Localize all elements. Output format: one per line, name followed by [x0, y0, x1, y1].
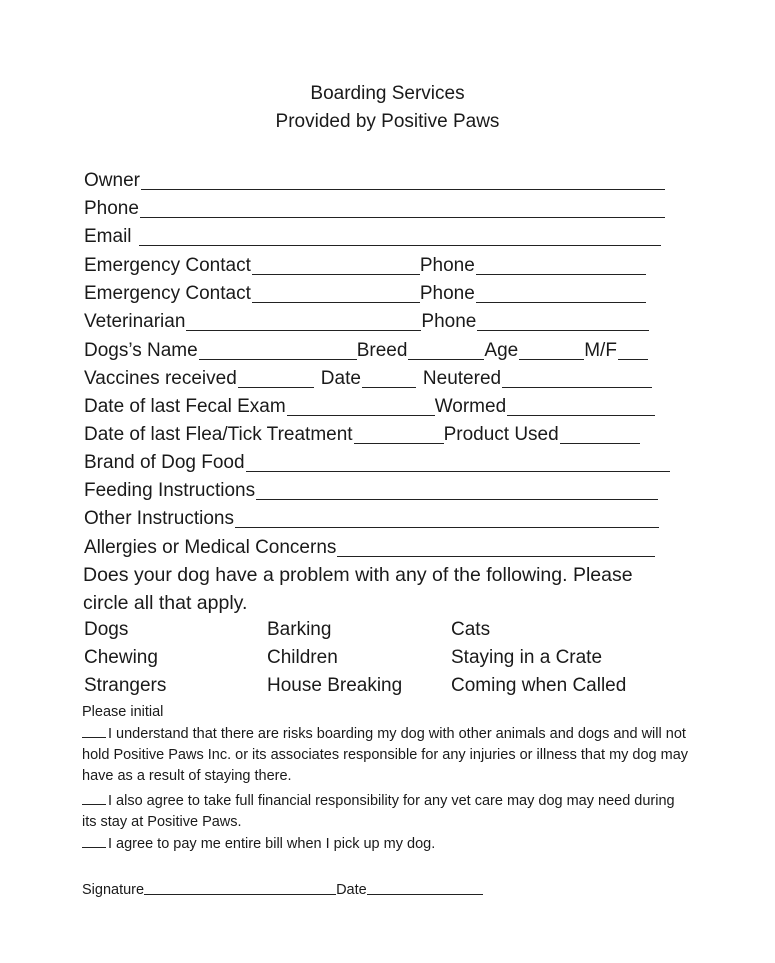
product-used-label: Product Used — [443, 424, 559, 445]
email-label: Email — [84, 226, 132, 247]
vet-phone-label: Phone — [421, 311, 477, 332]
sex-field[interactable] — [618, 341, 648, 360]
allergies-row — [84, 535, 655, 559]
emergency-contact-row-2 — [84, 281, 646, 305]
vaccines-row — [84, 366, 652, 390]
dog-food-label: Brand of Dog Food — [84, 452, 245, 473]
option-children[interactable]: Children — [267, 647, 338, 668]
please-initial-label: Please initial — [82, 704, 164, 720]
option-staying-in-crate[interactable]: Staying in a Crate — [451, 647, 603, 668]
fecal-exam-row — [84, 394, 655, 418]
dogs-name-field[interactable] — [199, 341, 357, 360]
sex-label: M/F — [584, 340, 617, 361]
waiver-statement-3 — [82, 834, 692, 855]
emergency-contact-label: Emergency Contact — [84, 283, 251, 304]
fecal-exam-label: Date of last Fecal Exam — [84, 396, 286, 417]
breed-label: Breed — [356, 340, 408, 361]
problems-question: Does your dog have a problem with any of the following. Please circle all that apply. — [83, 564, 633, 614]
vaccine-date-label: Date — [320, 368, 361, 389]
signature-date-label: Date — [336, 882, 367, 898]
allergies-field[interactable] — [337, 538, 655, 557]
other-instructions-field[interactable] — [235, 509, 659, 528]
neutered-label: Neutered — [422, 368, 502, 389]
dog-food-field[interactable] — [246, 453, 670, 472]
phone-row — [84, 196, 665, 220]
wormed-label: Wormed — [434, 396, 507, 417]
initial-field[interactable] — [82, 835, 106, 848]
email-row — [84, 224, 661, 248]
breed-field[interactable] — [408, 341, 484, 360]
waiver-text: I also agree to take full financial responsibility for any vet care may dog may need during its stay at Positive Paws. — [82, 793, 675, 830]
product-used-field[interactable] — [560, 425, 640, 444]
phone-field[interactable] — [140, 199, 665, 218]
emergency-phone-label: Phone — [419, 283, 475, 304]
emergency-phone-label: Phone — [419, 255, 475, 276]
owner-field[interactable] — [141, 171, 665, 190]
emergency-contact-field[interactable] — [252, 256, 420, 275]
age-field[interactable] — [519, 341, 584, 360]
veterinarian-field[interactable] — [186, 312, 421, 331]
dog-food-row — [84, 450, 670, 474]
emergency-contact-row-1 — [84, 253, 646, 277]
signature-field[interactable] — [144, 880, 336, 895]
option-cats[interactable]: Cats — [451, 619, 491, 640]
option-strangers[interactable]: Strangers — [84, 675, 167, 696]
age-label: Age — [484, 340, 519, 361]
flea-tick-row — [84, 422, 640, 446]
waiver-text: I agree to pay me entire bill when I pick up my dog. — [108, 836, 436, 852]
option-chewing[interactable]: Chewing — [84, 647, 158, 668]
neutered-field[interactable] — [502, 369, 652, 388]
allergies-label: Allergies or Medical Concerns — [84, 537, 337, 558]
veterinarian-row — [84, 309, 649, 333]
vet-phone-field[interactable] — [477, 312, 649, 331]
emergency-phone-field[interactable] — [476, 256, 646, 275]
flea-tick-field[interactable] — [354, 425, 444, 444]
feeding-field[interactable] — [256, 481, 658, 500]
feeding-label: Feeding Instructions — [84, 480, 256, 501]
signature-row — [82, 876, 483, 898]
owner-row — [84, 168, 665, 192]
emergency-contact-label: Emergency Contact — [84, 255, 251, 276]
flea-tick-label: Date of last Flea/Tick Treatment — [84, 424, 353, 445]
phone-label: Phone — [84, 198, 139, 219]
waiver-text: I understand that there are risks boarding my dog with other animals and dogs and will not hold Positive Paws Inc. or its associates responsible for any injuries or illness that my dog may have as a result of staying there. — [82, 726, 689, 784]
form-subtitle: Provided by Positive Paws — [275, 111, 500, 132]
emergency-phone-field[interactable] — [476, 284, 646, 303]
dogs-name-label: Dogs’s Name — [84, 340, 198, 361]
initial-field[interactable] — [82, 792, 106, 805]
signature-label: Signature — [82, 882, 145, 898]
waiver-statement-2 — [82, 791, 692, 833]
wormed-field[interactable] — [507, 397, 655, 416]
form-title: Boarding Services — [310, 83, 465, 104]
option-house-breaking[interactable]: House Breaking — [267, 675, 403, 696]
email-field[interactable] — [139, 227, 661, 246]
fecal-exam-field[interactable] — [287, 397, 435, 416]
emergency-contact-field[interactable] — [252, 284, 420, 303]
vaccines-field[interactable] — [238, 369, 314, 388]
option-barking[interactable]: Barking — [267, 619, 332, 640]
vaccines-label: Vaccines received — [84, 368, 237, 389]
signature-date-field[interactable] — [367, 880, 483, 895]
owner-label: Owner — [84, 170, 140, 191]
veterinarian-label: Veterinarian — [84, 311, 186, 332]
option-dogs[interactable]: Dogs — [84, 619, 129, 640]
other-instructions-row — [84, 506, 659, 530]
dog-info-row — [84, 338, 648, 362]
other-instructions-label: Other Instructions — [84, 508, 234, 529]
waiver-statement-1 — [82, 724, 692, 787]
option-coming-when-called[interactable]: Coming when Called — [451, 675, 627, 696]
feeding-row — [84, 478, 658, 502]
initial-field[interactable] — [82, 725, 106, 738]
vaccine-date-field[interactable] — [362, 369, 416, 388]
